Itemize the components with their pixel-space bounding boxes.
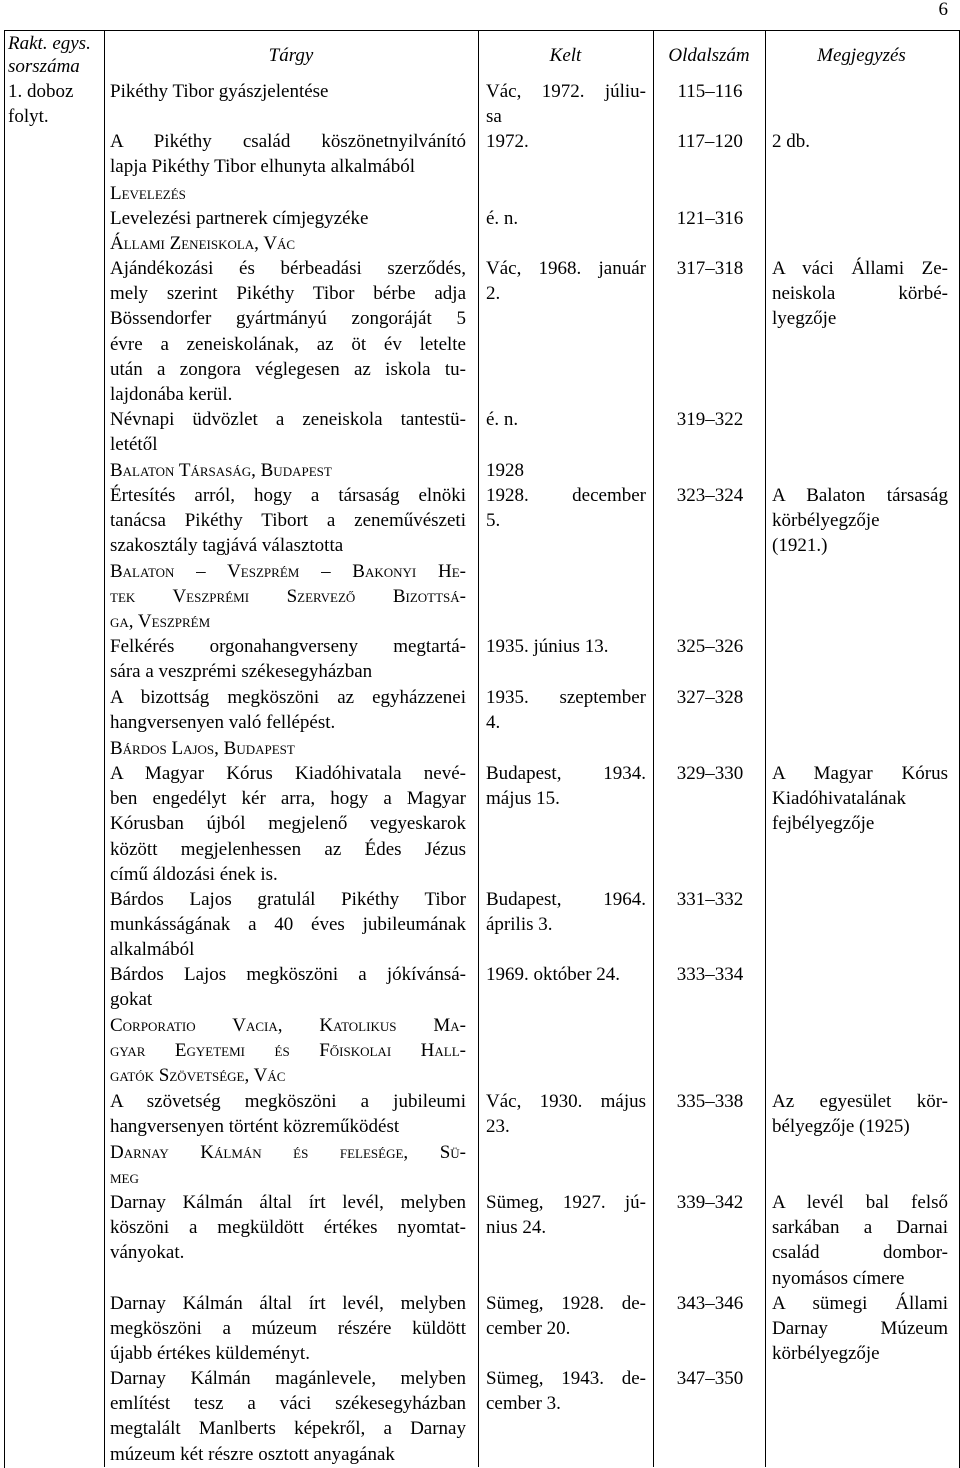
column-divider bbox=[765, 30, 766, 1467]
entry-note-line: A levél bal felső bbox=[772, 1192, 948, 1213]
entry-subject-line: mely szerint Pikéthy Tibor bérbe adja bbox=[110, 283, 466, 305]
entry-pages: 329–330 bbox=[676, 763, 744, 784]
entry-note bbox=[772, 129, 948, 154]
entry-pages: 343–346 bbox=[676, 1293, 744, 1314]
entry-subject-line: Ajándékozási és bérbeadási szerződés, bbox=[110, 258, 466, 279]
entry-pages: 319–322 bbox=[676, 409, 744, 430]
entry-date bbox=[486, 1366, 646, 1416]
unit-line: 1. doboz bbox=[8, 81, 74, 102]
entry-subject-line: évre a zeneiskolának, az öt év letelte bbox=[110, 333, 466, 355]
entry-subject-line: Felkérés orgonahangverseny megtartá- bbox=[110, 636, 466, 657]
entry-date bbox=[486, 962, 646, 987]
entry-date bbox=[486, 407, 646, 432]
entry-subject-line: hangversenyen való fellépést. bbox=[110, 712, 336, 734]
header-unit-line: Rakt. egys. bbox=[8, 33, 91, 54]
header-unit-line: sorszáma bbox=[8, 56, 80, 77]
entry-note-line: család dombor- bbox=[772, 1242, 948, 1264]
entry-note-line: neiskola körbé- bbox=[772, 283, 948, 305]
entry-subject-line: gokat bbox=[110, 989, 153, 1011]
entry-date-line: 1969. október 24. bbox=[486, 964, 621, 985]
entry-subject bbox=[110, 634, 466, 684]
section-heading bbox=[110, 559, 466, 635]
entry-date bbox=[486, 458, 646, 483]
entry-subject bbox=[110, 79, 466, 104]
header-col-unit bbox=[8, 32, 102, 78]
entry-date-line: május 15. bbox=[486, 788, 560, 810]
section-heading-line: Corporatio Vacia, Katolikus Ma- bbox=[110, 1015, 466, 1036]
entry-subject-line: Pikéthy Tibor gyászjelentése bbox=[110, 81, 329, 102]
entry-note-line: A váci Állami Ze- bbox=[772, 258, 948, 279]
header-col-pages: Oldalszám bbox=[668, 45, 750, 66]
entry-subject-line: Bárdos Lajos gratulál Pikéthy Tibor bbox=[110, 889, 466, 910]
entry-subject bbox=[110, 407, 466, 457]
entry-subject-line: ványokat. bbox=[110, 1242, 185, 1264]
entry-subject bbox=[110, 962, 466, 1012]
section-heading-line: Balaton Társaság, Budapest bbox=[110, 460, 332, 481]
entry-date-line: é. n. bbox=[486, 409, 519, 430]
entry-pages: 347–350 bbox=[676, 1368, 744, 1389]
column-divider bbox=[653, 30, 654, 1467]
entry-date-line: Sümeg, 1943. de- bbox=[486, 1368, 646, 1389]
entry-note-line: lyegzője bbox=[772, 308, 837, 330]
entry-note-line: A sümegi Állami bbox=[772, 1293, 948, 1314]
entry-pages: 115–116 bbox=[677, 81, 743, 102]
entry-note-line: A Magyar Kórus bbox=[772, 763, 948, 784]
column-divider bbox=[478, 30, 479, 1467]
entry-subject-line: után a zongora véglegesen az iskola tu- bbox=[110, 358, 466, 380]
header-col-date: Kelt bbox=[549, 45, 582, 66]
entry-subject-line: A Magyar Kórus Kiadóhivatala nevé- bbox=[110, 763, 466, 784]
entry-date-line: 1928 bbox=[486, 460, 524, 481]
entry-subject-line: sára a veszprémi székesegyházban bbox=[110, 661, 373, 683]
entry-subject-line: alkalmából bbox=[110, 939, 195, 961]
entry-note-line: 2 db. bbox=[772, 131, 810, 152]
entry-date-line: 1935. június 13. bbox=[486, 636, 609, 657]
entry-date-line: 1972. bbox=[486, 131, 529, 152]
entry-subject-line: megtalált Manlberts képekről, a Darnay bbox=[110, 1418, 466, 1440]
entry-subject-line: Értesítés arról, hogy a társaság elnöki bbox=[110, 485, 466, 506]
entry-subject bbox=[110, 1089, 466, 1139]
entry-date bbox=[486, 256, 646, 306]
entry-note bbox=[772, 256, 948, 332]
entry-date bbox=[486, 887, 646, 937]
entry-note-line: sarkában a Darnai bbox=[772, 1217, 948, 1239]
section-heading-line: Levelezés bbox=[110, 183, 186, 204]
header-col-subject: Tárgy bbox=[268, 45, 314, 66]
entry-subject bbox=[110, 1366, 466, 1467]
entry-subject-line: Kórusban újból megjelenő vegyeskarok bbox=[110, 813, 466, 835]
section-heading-line: gyar Egyetemi és Főiskolai Hall- bbox=[110, 1040, 466, 1062]
entry-subject bbox=[110, 761, 466, 887]
entry-subject-line: Levelezési partnerek címjegyzéke bbox=[110, 208, 369, 229]
section-heading-line: tek Veszprémi Szervező Bizottsá- bbox=[110, 586, 466, 608]
entry-subject-line: köszöni a megküldött értékes nyomtat- bbox=[110, 1217, 466, 1239]
entry-subject-line: ben engedélyt kér arra, hogy a Magyar bbox=[110, 788, 466, 810]
entry-subject-line: tanácsa Pikéthy Tibort a zeneművészeti bbox=[110, 510, 466, 532]
entry-date-line: Vác, 1930. május bbox=[486, 1091, 646, 1112]
entry-date-line: Vác, 1968. január bbox=[486, 258, 646, 279]
entry-note-line: Az egyesület kör- bbox=[772, 1091, 948, 1112]
entry-date bbox=[486, 1291, 646, 1341]
entry-subject-line: megköszöni a múzeum részére küldött bbox=[110, 1318, 466, 1340]
entry-subject-line: említést tesz a váci székesegyházban bbox=[110, 1393, 466, 1415]
entry-subject bbox=[110, 1190, 466, 1266]
entry-note-line: bélyegzője (1925) bbox=[772, 1116, 910, 1138]
entry-date bbox=[486, 761, 646, 811]
entry-date bbox=[486, 483, 646, 533]
entry-date-line: 1928. december bbox=[486, 485, 646, 506]
entry-subject bbox=[110, 1291, 466, 1367]
entry-pages: 335–338 bbox=[676, 1091, 744, 1112]
entry-date-line: Budapest, 1964. bbox=[486, 889, 646, 910]
entry-note-line: körbélyegzője bbox=[772, 1343, 880, 1365]
entry-subject-line: Bössendorfer gyártmányú zongoráját 5 bbox=[110, 308, 466, 330]
section-heading bbox=[110, 458, 466, 483]
entry-pages: 339–342 bbox=[676, 1192, 744, 1213]
entry-pages: 333–334 bbox=[676, 964, 744, 985]
entry-date-line: Sümeg, 1927. jú- bbox=[486, 1192, 646, 1213]
section-heading-line: Bárdos Lajos, Budapest bbox=[110, 738, 295, 759]
entry-subject-line: Bárdos Lajos megköszöni a jókívánsá- bbox=[110, 964, 466, 985]
section-heading-line: Állami Zeneiskola, Vác bbox=[110, 233, 296, 254]
entry-pages: 327–328 bbox=[676, 687, 744, 708]
entry-subject-line: újabb értékes küldeményt. bbox=[110, 1343, 310, 1365]
entry-note-line: fejbélyegzője bbox=[772, 813, 875, 835]
entry-pages: 117–120 bbox=[677, 131, 743, 152]
section-heading bbox=[110, 1013, 466, 1089]
entry-date-line: é. n. bbox=[486, 208, 519, 229]
entry-date bbox=[486, 1089, 646, 1139]
entry-note bbox=[772, 1291, 948, 1367]
page-number: 6 bbox=[938, 0, 948, 20]
entry-subject bbox=[110, 483, 466, 559]
entry-subject-line: Névnapi üdvözlet a zeneiskola tantestü- bbox=[110, 409, 466, 430]
entry-pages: 323–324 bbox=[676, 485, 744, 506]
section-heading-line: ga, Veszprém bbox=[110, 611, 211, 633]
entry-date bbox=[486, 129, 646, 154]
entry-note-line: (1921.) bbox=[772, 535, 828, 557]
entry-date-line: 4. bbox=[486, 712, 501, 734]
entry-subject bbox=[110, 685, 466, 735]
entry-note-line: Kiadóhivatalának bbox=[772, 788, 907, 810]
entry-date-line: Vác, 1972. júliu- bbox=[486, 81, 646, 102]
entry-subject bbox=[110, 887, 466, 963]
entry-pages: 317–318 bbox=[676, 258, 744, 279]
entry-subject bbox=[110, 206, 466, 231]
entry-date-line: cember 20. bbox=[486, 1318, 571, 1340]
entry-subject-line: című áldozási ének is. bbox=[110, 863, 278, 885]
section-heading-line: meg bbox=[110, 1167, 139, 1189]
entry-note-line: Darnay Múzeum bbox=[772, 1318, 948, 1340]
entry-date-line: 5. bbox=[486, 510, 501, 532]
entry-subject-line: lajdonába kerül. bbox=[110, 384, 233, 406]
entry-subject-line: letétől bbox=[110, 434, 158, 456]
entry-pages: 331–332 bbox=[676, 889, 744, 910]
unit-label bbox=[8, 79, 102, 129]
entry-date-line: nius 24. bbox=[486, 1217, 547, 1239]
entry-subject-line: Darnay Kálmán által írt levél, melyben bbox=[110, 1192, 466, 1213]
section-heading bbox=[110, 736, 466, 761]
entry-date-line: április 3. bbox=[486, 914, 553, 936]
entry-subject-line: múzeum két részre osztott anyagának bbox=[110, 1443, 395, 1465]
section-heading-line: gatók Szövetsége, Vác bbox=[110, 1065, 286, 1087]
entry-date bbox=[486, 1190, 646, 1240]
entry-note bbox=[772, 483, 948, 559]
entry-date-line: cember 3. bbox=[486, 1393, 561, 1415]
unit-line: folyt. bbox=[8, 106, 49, 128]
entry-subject-line: Darnay Kálmán által írt levél, melyben bbox=[110, 1293, 466, 1314]
entry-subject-line: szakosztály tagjává választotta bbox=[110, 535, 344, 557]
section-heading bbox=[110, 1140, 466, 1190]
entry-subject-line: A bizottság megköszöni az egyházzenei bbox=[110, 687, 466, 708]
entry-date bbox=[486, 206, 646, 231]
entry-date-line: 23. bbox=[486, 1116, 510, 1138]
column-divider bbox=[104, 30, 105, 1467]
section-heading bbox=[110, 181, 466, 206]
entry-note bbox=[772, 761, 948, 837]
entry-note bbox=[772, 1089, 948, 1139]
entry-pages: 121–316 bbox=[676, 208, 744, 229]
entry-subject-line: Darnay Kálmán magánlevele, melyben bbox=[110, 1368, 466, 1389]
entry-date-line: sa bbox=[486, 106, 502, 128]
entry-subject-line: munkásságának a 40 éves jubileumának bbox=[110, 914, 466, 936]
section-heading bbox=[110, 231, 466, 256]
entry-date-line: 2. bbox=[486, 283, 501, 305]
entry-subject-line: lapja Pikéthy Tibor elhunyta alkalmából bbox=[110, 156, 416, 178]
entry-note-line: körbélyegzője bbox=[772, 510, 880, 532]
entry-date bbox=[486, 685, 646, 735]
entry-note bbox=[772, 1190, 948, 1291]
entry-subject-line: hangversenyen történt közreműködést bbox=[110, 1116, 400, 1138]
entry-pages: 325–326 bbox=[676, 636, 744, 657]
entry-subject-line: A Pikéthy család köszönetnyilvánító bbox=[110, 131, 466, 152]
section-heading-line: Darnay Kálmán és felesége, Sü- bbox=[110, 1142, 466, 1163]
entry-subject-line: A szövetség megköszöni a jubileumi bbox=[110, 1091, 466, 1112]
entry-date-line: Sümeg, 1928. de- bbox=[486, 1293, 646, 1314]
entry-note-line: nyomásos címere bbox=[772, 1267, 905, 1289]
entry-date-line: Budapest, 1934. bbox=[486, 763, 646, 784]
entry-note-line: A Balaton társaság bbox=[772, 485, 948, 506]
entry-subject-line: között megjelenhessen az Édes Jézus bbox=[110, 838, 466, 860]
header-col-note: Megjegyzés bbox=[817, 45, 906, 66]
section-heading-line: Balaton – Veszprém – Bakonyi He- bbox=[110, 561, 466, 582]
entry-date-line: 1935. szeptember bbox=[486, 687, 646, 708]
entry-subject bbox=[110, 256, 466, 407]
entry-subject bbox=[110, 129, 466, 179]
entry-date bbox=[486, 634, 646, 659]
entry-date bbox=[486, 79, 646, 129]
